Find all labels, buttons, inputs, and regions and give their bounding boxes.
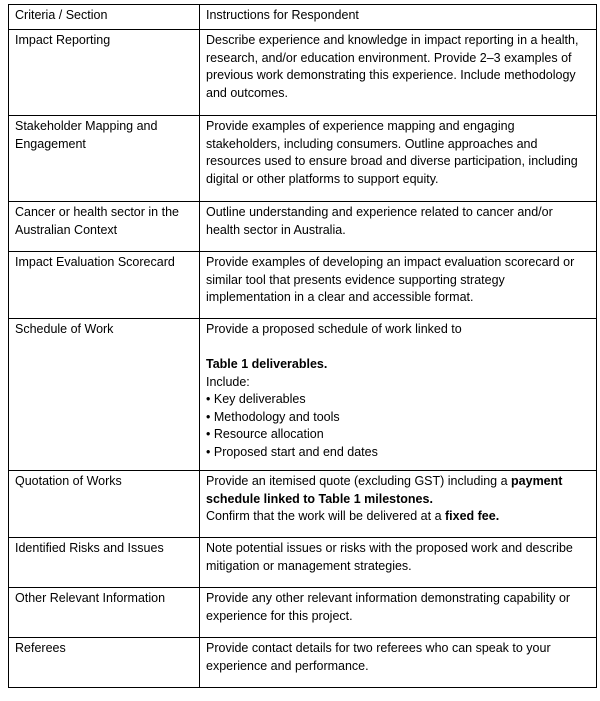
row-instructions-cancer-health-sector: Outline understanding and experience related to cancer and/or health sector in Australia. <box>200 202 597 252</box>
row-section-other-relevant-info: Other Relevant Information <box>9 588 200 638</box>
blank-line <box>206 339 590 357</box>
deliverables-period: . <box>323 357 328 371</box>
row-section-cancer-health-sector: Cancer or health sector in the Australian Context <box>9 202 200 252</box>
row-instructions-other-relevant-info: Provide any other relevant information demonstrating capability or experience for this project. <box>200 588 597 638</box>
row-section-stakeholder-mapping: Stakeholder Mapping and Engagement <box>9 116 200 202</box>
list-item: • Proposed start and end dates <box>206 444 590 462</box>
header-instructions: Instructions for Respondent <box>200 5 597 30</box>
row-section-impact-evaluation-scorecard: Impact Evaluation Scorecard <box>9 252 200 319</box>
table-row <box>9 638 597 688</box>
table-row <box>9 30 597 116</box>
quote-bold-2: fixed fee. <box>445 509 500 523</box>
row-instructions-referees: Provide contact details for two referees who can speak to your experience and performance. <box>200 638 597 688</box>
header-criteria-section: Criteria / Section <box>9 5 200 30</box>
table-row <box>9 319 597 471</box>
quote-text-2: Confirm that the work will be delivered at a <box>206 509 445 523</box>
row-instructions-impact-reporting: Describe experience and knowledge in impact reporting in a health, research, and/or education environment. Provide 2–3 examples of previous work demonstrating this experience. Include methodology and outcomes. <box>200 30 597 116</box>
table-row <box>9 202 597 252</box>
row-instructions-impact-evaluation-scorecard: Provide examples of developing an impact evaluation scorecard or similar tool that presents evidence supporting strategy implementation in a clear and accessible format. <box>200 252 597 319</box>
list-item: • Resource allocation <box>206 426 590 444</box>
quote-bold-1: payment schedule linked to Table 1 milestones. <box>206 474 563 506</box>
row-section-schedule-of-work: Schedule of Work <box>9 319 200 471</box>
include-label: Include: <box>206 374 250 389</box>
schedule-intro: Provide a proposed schedule of work linked to <box>206 322 462 336</box>
table-row <box>9 538 597 588</box>
table-1-deliverables: Table 1 deliverables <box>206 357 324 371</box>
schedule-deliverables-line <box>206 356 590 374</box>
row-instructions-schedule-of-work <box>200 319 597 471</box>
schedule-bullet-list <box>206 391 590 461</box>
quote-text-1: Provide an itemised quote (excluding GST) including a <box>206 474 512 488</box>
row-section-impact-reporting: Impact Reporting <box>9 30 200 116</box>
list-item: • Key deliverables <box>206 391 590 409</box>
table-row <box>9 116 597 202</box>
table-header-row <box>9 5 597 30</box>
table-row <box>9 471 597 538</box>
row-section-quotation-of-works: Quotation of Works <box>9 471 200 538</box>
criteria-table <box>8 4 597 688</box>
row-instructions-stakeholder-mapping: Provide examples of experience mapping and engaging stakeholders, including consumers. Outline approaches and resources used to ensure broad and diverse participation, including digital or other platforms to support equity. <box>200 116 597 202</box>
row-instructions-quotation-of-works <box>200 471 597 538</box>
table-row <box>9 252 597 319</box>
table-row <box>9 588 597 638</box>
row-section-referees: Referees <box>9 638 200 688</box>
list-item: • Methodology and tools <box>206 409 590 427</box>
row-instructions-identified-risks: Note potential issues or risks with the proposed work and describe mitigation or management strategies. <box>200 538 597 588</box>
row-section-identified-risks: Identified Risks and Issues <box>9 538 200 588</box>
